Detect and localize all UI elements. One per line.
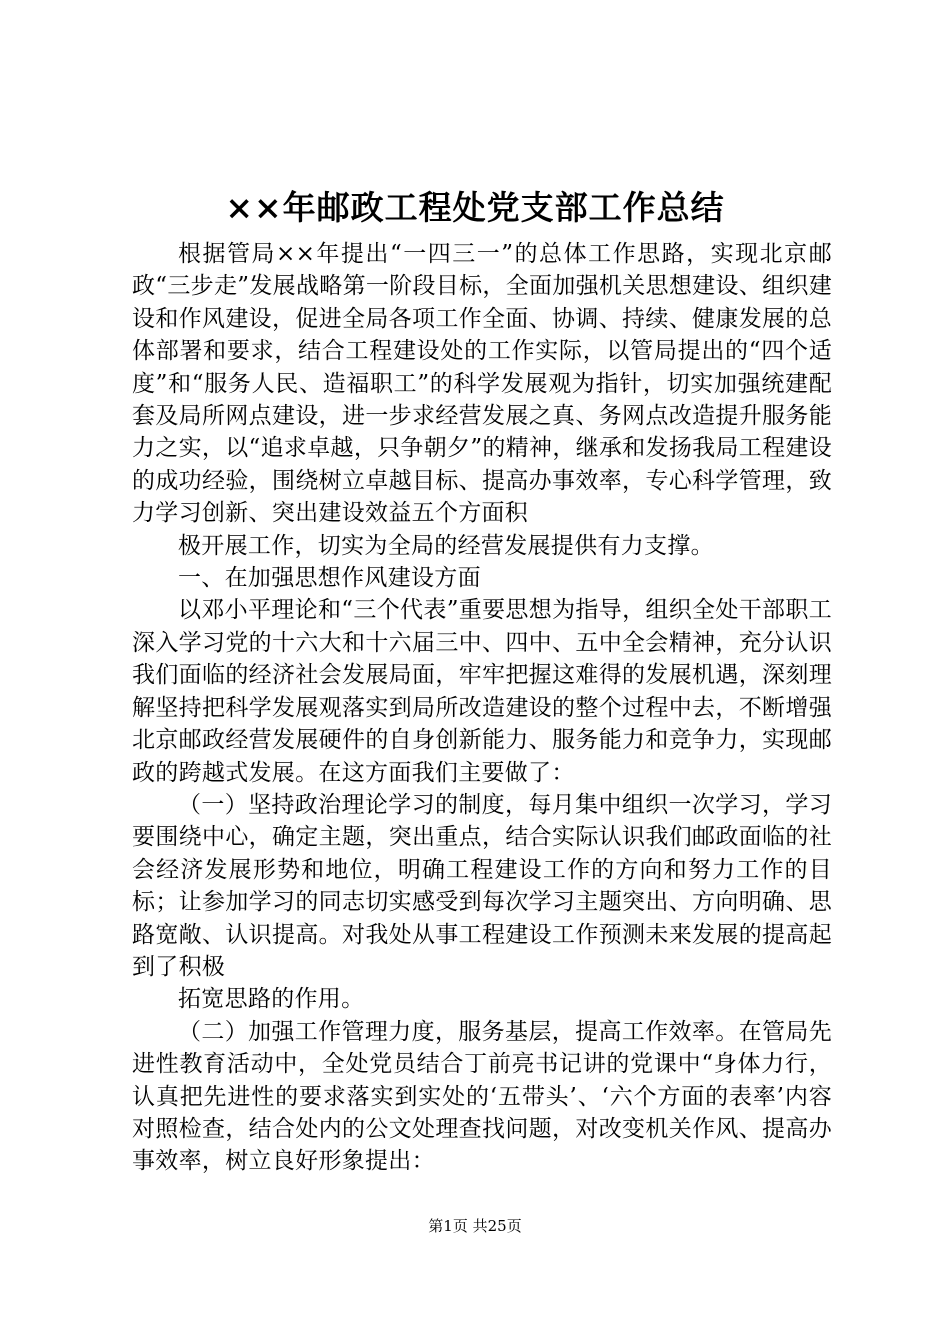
section-heading-1: 一、在加强思想作风建设方面 <box>178 565 481 592</box>
paragraph-item-2: （二）加强工作管理力度，服务基层，提高工作效率。在管局先进性教育活动中，全处党员结合丁前亮书记讲的党课中“身体力行，认真把先进性的要求落实到实处的‘五带头’、‘六个方面的表率’内容对照检查，结合处内的公文处理查找问题，对改变机关作风、提高办事效率，树立良好形象提出： <box>132 1018 833 1175</box>
paragraph-intro-continued: 极开展工作，切实为全局的经营发展提供有力支撑。 <box>178 532 714 559</box>
document-title: ××年邮政工程处党支部工作总结 <box>225 188 725 227</box>
paragraph-item-1-continued: 拓宽思路的作用。 <box>178 986 365 1013</box>
paragraph-intro: 根据管局××年提出“一四三一”的总体工作思路，实现北京邮政“三步走”发展战略第一阶段目标，全面加强机关思想建设、组织建设和作风建设，促进全局各项工作全面、协调、持续、健康发展的总体部署和要求，结合工程建设处的工作实际，以管局提出的“四个适度”和“服务人民、造福职工”的科学发展观为指针，切实加强统建配套及局所网点建设，进一步求经营发展之真、务网点改造提升服务能力之实，以“追求卓越，只争朝夕”的精神，继承和发扬我局工程建设的成功经验，围绕树立卓越目标、提高办事效率，专心科学管理，致力学习创新、突出建设效益五个方面积 <box>132 241 832 527</box>
document-body <box>132 238 832 1178</box>
paragraph-section-1: 以邓小平理论和“三个代表”重要思想为指导，组织全处干部职工深入学习党的十六大和十六届三中、四中、五中全会精神，充分认识我们面临的经济社会发展局面，牢牢把握这难得的发展机遇，深刻理解坚持把科学发展观落实到局所改造建设的整个过程中去，不断增强北京邮政经营发展硬件的自身创新能力、服务能力和竞争力，实现邮政的跨越式发展。在这方面我们主要做了： <box>132 597 832 786</box>
paragraph-item-1: （一）坚持政治理论学习的制度，每月集中组织一次学习，学习要围绕中心，确定主题，突出重点，结合实际认识我们邮政面临的社会经济发展形势和地位，明确工程建设工作的方向和努力工作的目标；让参加学习的同志切实感受到每次学习主题突出、方向明确、思路宽敞、认识提高。对我处从事工程建设工作预测未来发展的提高起到了积极 <box>132 791 832 980</box>
page-number: 第1页 共25页 <box>428 1217 522 1235</box>
